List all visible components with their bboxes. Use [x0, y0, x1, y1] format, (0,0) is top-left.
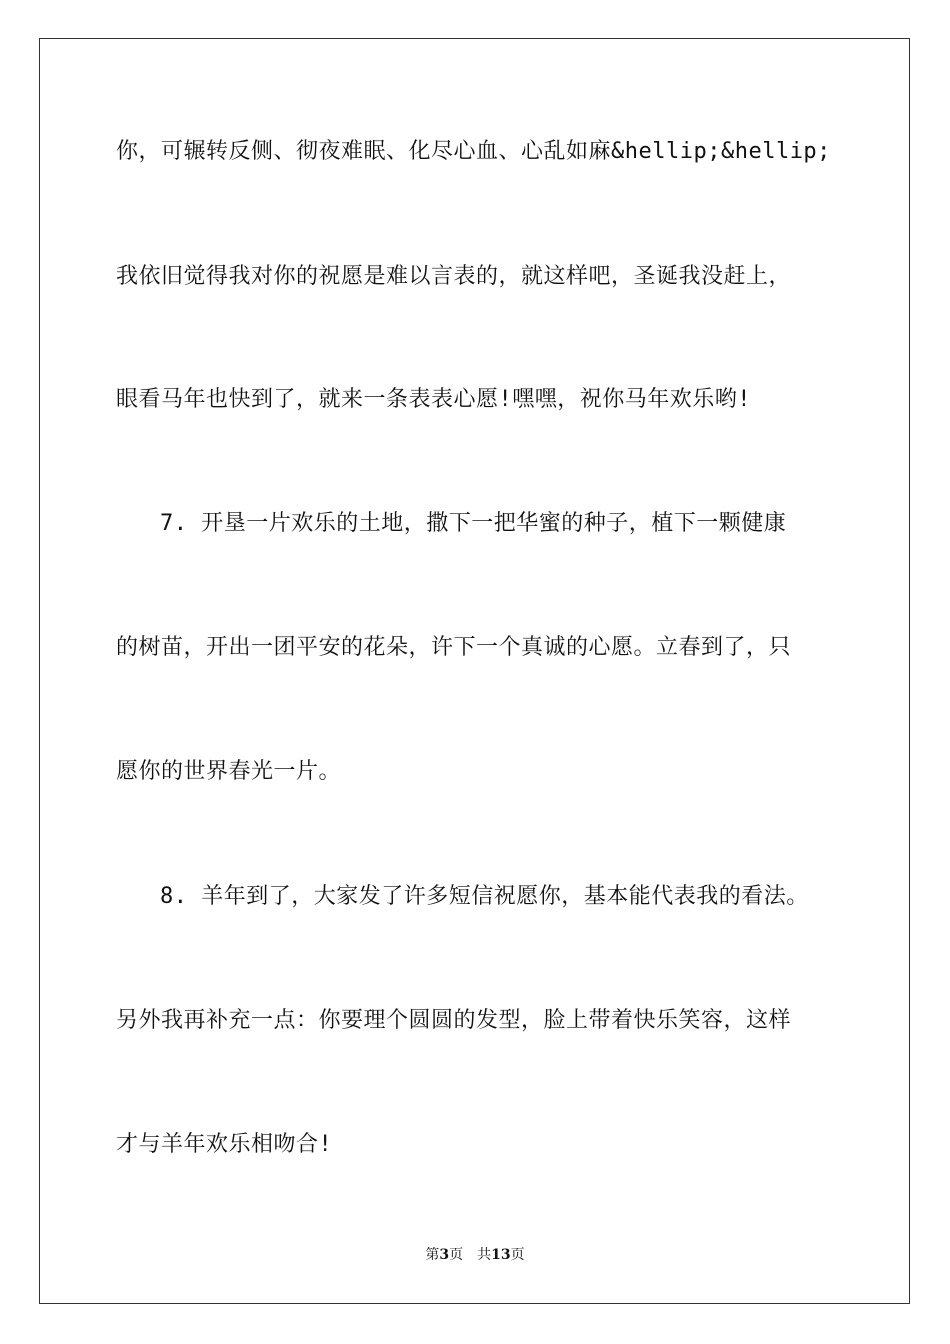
body-line-9: 才与羊年欢乐相吻合!: [116, 1132, 333, 1157]
body-line-6: 愿你的世界春光一片。: [116, 759, 342, 784]
body-line-8: 另外我再补充一点：你要理个圆圆的发型，脸上带着快乐笑容，这样: [116, 1008, 792, 1033]
footer-page-suffix: 页: [449, 1247, 464, 1263]
body-line-5: 的树苗，开出一团平安的花朵，许下一个真诚的心愿。立春到了，只: [116, 635, 792, 660]
footer-page-number: 3: [439, 1247, 450, 1263]
footer-page-prefix: 第: [425, 1247, 440, 1263]
footer-total-suffix: 页: [510, 1247, 525, 1263]
footer-total-number: 13: [491, 1247, 511, 1263]
body-line-7: 8. 羊年到了，大家发了许多短信祝愿你，基本能代表我的看法。: [160, 884, 809, 909]
body-line-3: 眼看马年也快到了，就来一条表表心愿!嘿嘿，祝你马年欢乐哟!: [116, 387, 751, 412]
body-line-2: 我依旧觉得我对你的祝愿是难以言表的，就这样吧，圣诞我没赶上，: [116, 264, 792, 289]
body-line-4: 7. 开垦一片欢乐的土地，撒下一把华蜜的种子，植下一颗健康: [160, 511, 787, 536]
footer-total-prefix: 共: [477, 1247, 492, 1263]
page-footer: [0, 1246, 950, 1264]
page-border: [39, 38, 910, 1304]
body-line-1: 你，可辗转反侧、彻夜难眠、化尽心血、心乱如麻&hellip;&hellip;: [116, 139, 831, 164]
